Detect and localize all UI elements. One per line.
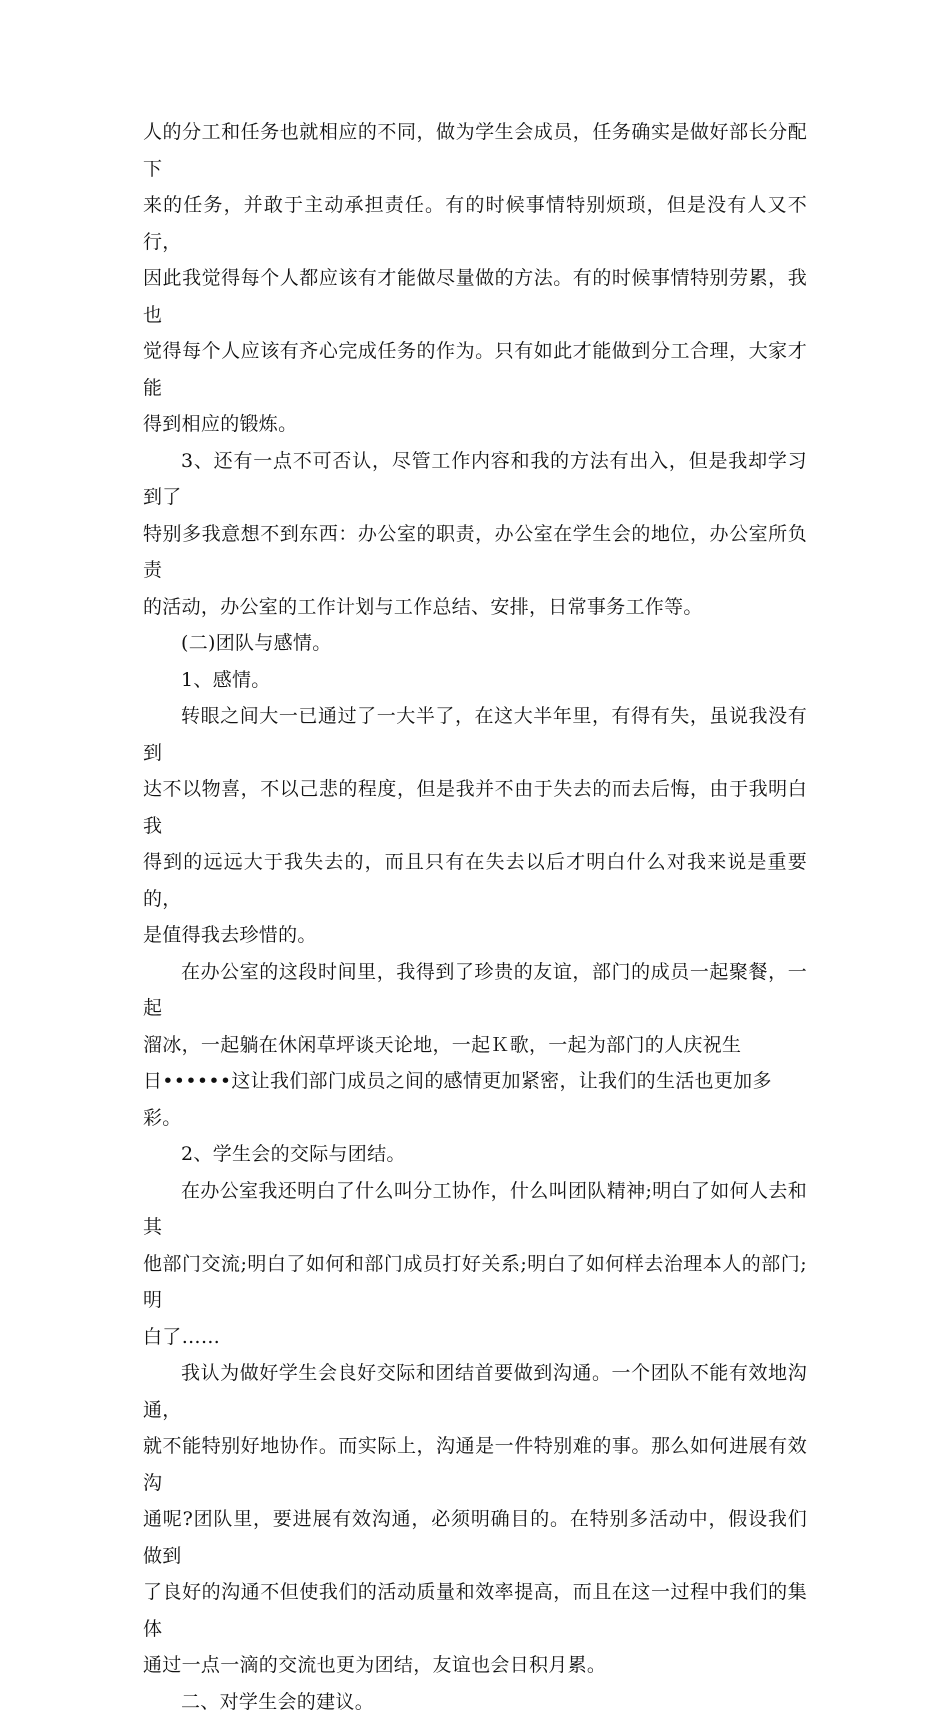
paragraph (143, 1173, 807, 1356)
text-line: 在办公室我还明白了什么叫分工协作，什么叫团队精神;明白了如何人去和其 (143, 1173, 807, 1246)
text-line: 我认为做好学生会良好交际和团结首要做到沟通。一个团队不能有效地沟通， (143, 1355, 807, 1428)
text-line: 因此我觉得每个人都应该有才能做尽量做的方法。有的时候事情特别劳累，我也 (143, 260, 807, 333)
text-line: 特别多我意想不到东西：办公室的职责，办公室在学生会的地位，办公室所负责 (143, 516, 807, 589)
paragraph (143, 698, 807, 954)
text-line: 人的分工和任务也就相应的不同，做为学生会成员，任务确实是做好部长分配下 (143, 114, 807, 187)
text-line: 达不以物喜，不以己悲的程度，但是我并不由于失去的而去后悔，由于我明白我 (143, 771, 807, 844)
text-line: 就不能特别好地协作。而实际上，沟通是一件特别难的事。那么如何进展有效沟 (143, 1428, 807, 1501)
paragraph (143, 443, 807, 626)
text-line: 白了…… (143, 1319, 807, 1356)
paragraph (143, 114, 807, 443)
text-line: 是值得我去珍惜的。 (143, 917, 807, 954)
text-line: 在办公室的这段时间里，我得到了珍贵的友谊，部门的成员一起聚餐，一起 (143, 954, 807, 1027)
text-line: (二)团队与感情。 (143, 625, 807, 662)
text-line: 转眼之间大一已通过了一大半了，在这大半年里，有得有失，虽说我没有到 (143, 698, 807, 771)
text-line: 他部门交流;明白了如何和部门成员打好关系;明白了如何样去治理本人的部门;明 (143, 1246, 807, 1319)
text-line: 了良好的沟通不但使我们的活动质量和效率提高，而且在这一过程中我们的集体 (143, 1574, 807, 1647)
text-line: 二、对学生会的建议。 (143, 1684, 807, 1720)
text-line: 觉得每个人应该有齐心完成任务的作为。只有如此才能做到分工合理，大家才能 (143, 333, 807, 406)
text-line: 2、学生会的交际与团结。 (143, 1136, 807, 1173)
text-line: 得到的远远大于我失去的，而且只有在失去以后才明白什么对我来说是重要的， (143, 844, 807, 917)
text-line: 彩。 (143, 1100, 807, 1137)
text-line: 的活动，办公室的工作计划与工作总结、安排，日常事务工作等。 (143, 589, 807, 626)
text-line: 得到相应的锻炼。 (143, 406, 807, 443)
subsection-heading (143, 1136, 807, 1173)
text-line: 溜冰，一起躺在休闲草坪谈天论地，一起Ｋ歌，一起为部门的人庆祝生 (143, 1027, 807, 1064)
text-line: 3、还有一点不可否认，尽管工作内容和我的方法有出入，但是我却学习到了 (143, 443, 807, 516)
text-line: 来的任务，并敢于主动承担责任。有的时候事情特别烦琐，但是没有人又不行， (143, 187, 807, 260)
section-heading (143, 1684, 807, 1720)
paragraph (143, 954, 807, 1137)
paragraph (143, 1355, 807, 1684)
subsection-heading (143, 662, 807, 699)
text-line: 1、感情。 (143, 662, 807, 699)
text-line: 通呢?团队里，要进展有效沟通，必须明确目的。在特别多活动中，假设我们做到 (143, 1501, 807, 1574)
text-line: 通过一点一滴的交流也更为团结，友谊也会日积月累。 (143, 1647, 807, 1684)
document-body (143, 114, 807, 1720)
section-heading (143, 625, 807, 662)
text-line: 日••••••这让我们部门成员之间的感情更加紧密，让我们的生活也更加多 (143, 1063, 807, 1100)
